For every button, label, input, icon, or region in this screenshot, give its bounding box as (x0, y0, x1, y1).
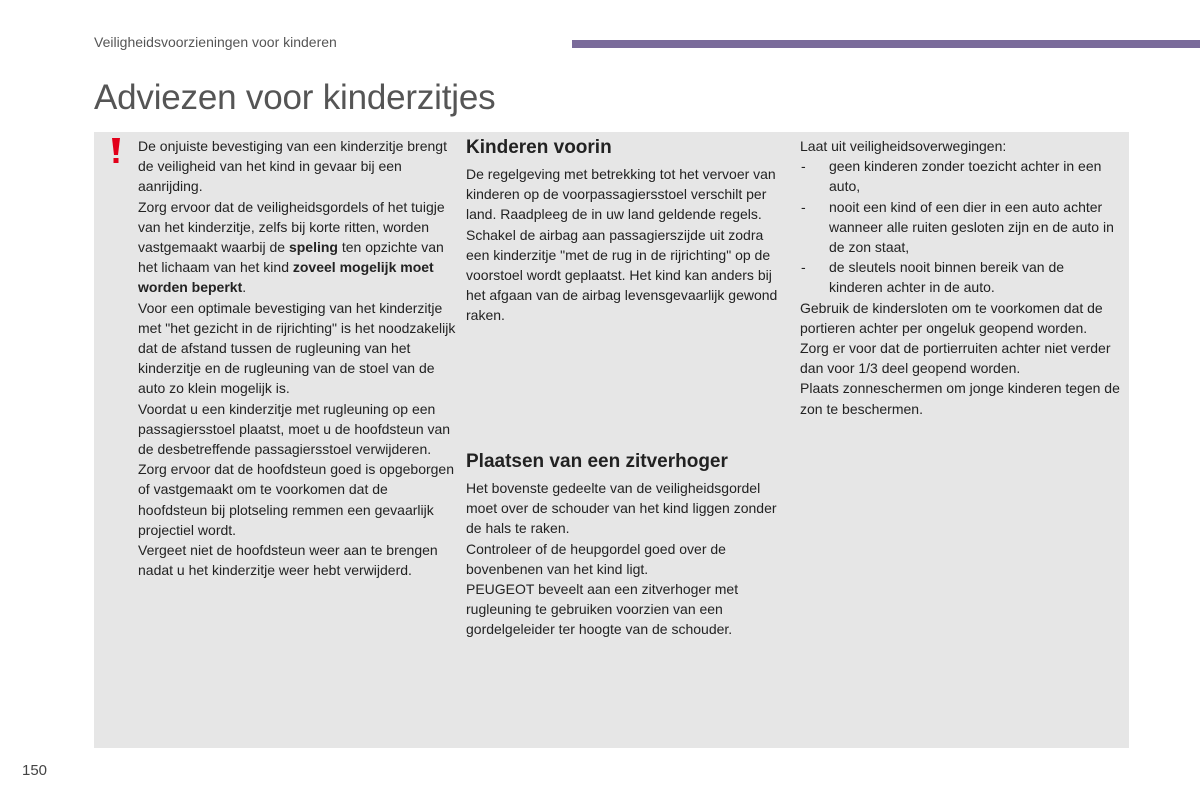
section-paragraph: PEUGEOT beveelt aan een zitverhoger met rugleuning te gebruiken voorzien van een gordelgeleider ter hoogte van de schouder. (466, 581, 739, 638)
section-heading: Kinderen voorin (466, 137, 612, 158)
warning-paragraph: Zorg ervoor dat de hoofdsteun goed is opgeborgen of vastgemaakt om te voorkomen dat de hoofdsteun bij plotseling remmen een gevaarlijk projectiel wordt. (138, 461, 455, 538)
warning-paragraph: De onjuiste bevestiging van een kinderzitje brengt de veiligheid van het kind in gevaar bij een aanrijding. (138, 138, 447, 195)
warning-text: Zorg ervoor dat de veiligheidsgordels of het tuigje van het kinderzitje, zelfs bij korte ritten, worden vastgemaakt waarbij de (138, 198, 445, 256)
section-paragraph: De regelgeving met betrekking tot het vervoer van kinderen op de voorpassagiersstoel verschilt per land. Raadpleeg de in uw land geldende regels. (466, 166, 776, 223)
warning-paragraph: Voor een optimale bevestiging van het kinderzitje met "het gezicht in de rijrichting" is het noodzakelijk dat de afstand tussen de rugleuning van het kinderzitje en de rugleuning van de stoel van de auto zo klein mogelijk is. (138, 299, 456, 397)
section-paragraph: Schakel de airbag aan passagierszijde uit zodra een kinderzitje "met de rug in de rijrichting" op de voorstoel wordt geplaatst. Het kind kan anders bij het afgaan van de airbag levensgevaarlijk gewond raken. (466, 226, 778, 324)
safety-list (800, 156, 1120, 297)
exclamation-stroke (112, 138, 120, 155)
warning-text: ten opzichte van het lichaam van het kind (138, 239, 444, 276)
section-heading: Plaatsen van een zitverhoger (466, 451, 728, 472)
safety-intro: Laat uit veiligheidsoverwegingen: (800, 138, 1007, 154)
page-number: 150 (22, 762, 48, 779)
warning-column (138, 136, 460, 580)
section-front-seat (466, 136, 784, 326)
list-item: - geen kinderen zonder toezicht achter in een auto, (800, 156, 1120, 196)
warning-paragraph: Vergeet niet de hoofdsteun weer aan te brengen nadat u het kinderzitje weer hebt verwijderd. (138, 542, 438, 579)
page-title: Adviezen voor kinderzitjes (94, 78, 496, 117)
safety-paragraph: Gebruik de kindersloten om te voorkomen dat de portieren achter per ongeluk geopend worden. (800, 299, 1103, 336)
safety-column (800, 136, 1120, 419)
warning-text: . (242, 279, 247, 296)
exclamation-dot (114, 158, 119, 163)
section-paragraph: Het bovenste gedeelte van de veiligheidsgordel moet over de schouder van het kind liggen zonder de hals te raken. (466, 480, 777, 537)
warning-emphasis: speling (288, 239, 338, 256)
section-paragraph: Controleer of de heupgordel goed over de bovenbenen van het kind ligt. (466, 540, 726, 577)
warning-emphasis: zoveel mogelijk moet worden beperkt (138, 259, 434, 296)
exclamation-icon (110, 138, 122, 164)
running-header: Veiligheidsvoorzieningen voor kinderen (94, 34, 337, 50)
list-item: - de sleutels nooit binnen bereik van de kinderen achter in de auto. (800, 257, 1120, 297)
section-booster-seat (466, 450, 784, 640)
warning-paragraph: Voordat u een kinderzitje met rugleuning op een passagiersstoel plaatst, moet u de hoofdsteun van de desbetreffende passagiersstoel verwijderen. (138, 400, 451, 458)
list-item: - nooit een kind of een dier in een auto achter wanneer alle ruiten gesloten zijn en de auto in de zon staat, (800, 197, 1120, 258)
warning-paragraph-seatbelt (138, 197, 460, 298)
safety-paragraph: Plaats zonneschermen om jonge kinderen tegen de zon te beschermen. (800, 380, 1120, 417)
safety-paragraph: Zorg er voor dat de portierruiten achter niet verder dan voor 1/3 deel geopend worden. (800, 340, 1111, 377)
header-bar (572, 40, 1200, 48)
